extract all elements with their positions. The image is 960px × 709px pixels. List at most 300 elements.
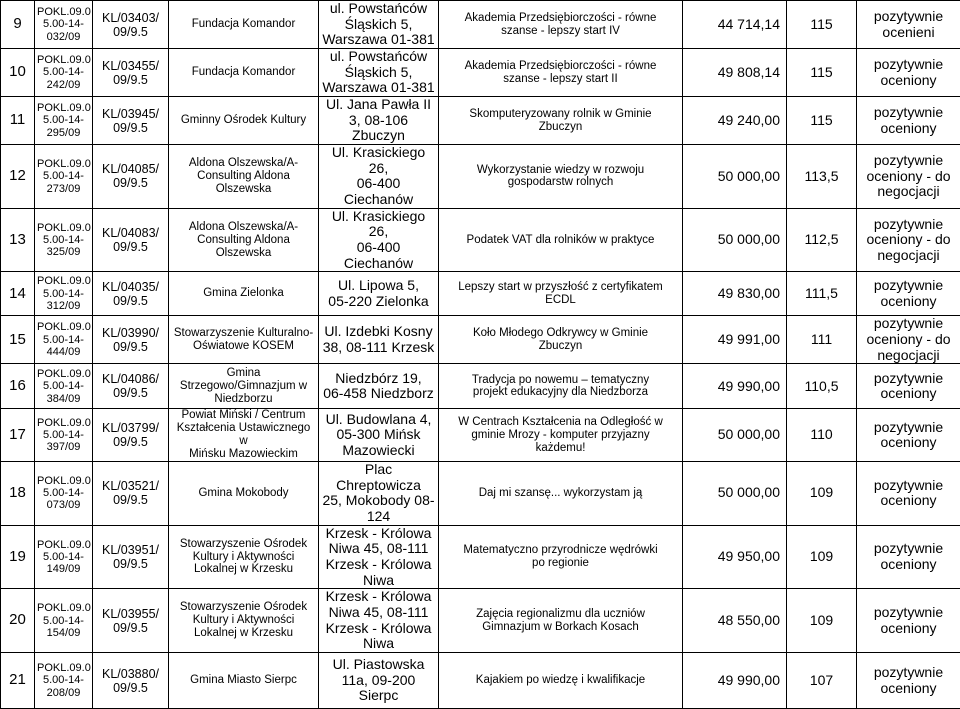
applicant-address-line: Niwa bbox=[321, 573, 436, 589]
applicant-address-line: Ul. Izdebki Kosny bbox=[321, 324, 436, 340]
project-id-line: 5.00-14- bbox=[37, 487, 90, 499]
project-id-line: 295/09 bbox=[37, 127, 90, 139]
applicant-address-line: Mazowiecki bbox=[321, 443, 436, 459]
applicant-name-line: Mińsku Mazowieckim bbox=[171, 448, 316, 461]
applicant-name-cell bbox=[169, 208, 319, 272]
registration-number-line: 09/9.5 bbox=[95, 493, 166, 507]
row-number-cell: 14 bbox=[1, 272, 35, 316]
project-id-line: POKL.09.0 bbox=[37, 321, 90, 333]
points-cell: 109 bbox=[787, 525, 857, 589]
assessment-result-line: oceniony bbox=[859, 557, 958, 573]
applicant-address-cell bbox=[319, 97, 439, 145]
registration-number-cell bbox=[93, 653, 169, 709]
project-id-line: POKL.09.0 bbox=[37, 222, 90, 234]
applicant-name-cell bbox=[169, 589, 319, 653]
assessment-result-line: pozytywnie bbox=[859, 9, 958, 25]
applicant-name-line: Niedzborzu bbox=[171, 393, 316, 406]
points-cell: 110 bbox=[787, 409, 857, 462]
project-title-line: W Centrach Kształcenia na Odległość w bbox=[441, 416, 680, 429]
applicant-address-line: Ul. Jana Pawła II bbox=[321, 97, 436, 113]
table-row bbox=[1, 461, 960, 525]
registration-number-cell bbox=[93, 409, 169, 462]
applicant-address-cell bbox=[319, 145, 439, 209]
row-number-cell: 21 bbox=[1, 653, 35, 709]
applicant-address-line: Plac Chreptowicza bbox=[321, 462, 436, 493]
project-title-line: Zbuczyn bbox=[441, 121, 680, 134]
amount-cell: 49 990,00 bbox=[683, 653, 787, 709]
project-id-line: POKL.09.0 bbox=[37, 275, 90, 287]
registration-number-line: 09/9.5 bbox=[95, 73, 166, 87]
applicant-address-line: Niedzbórz 19, bbox=[321, 371, 436, 387]
table-row bbox=[1, 589, 960, 653]
project-id-cell bbox=[35, 316, 93, 364]
points-cell: 111 bbox=[787, 316, 857, 364]
assessment-result-line: negocjacji bbox=[859, 248, 958, 264]
registration-number-cell bbox=[93, 272, 169, 316]
applicant-address-line: Śląskich 5, bbox=[321, 17, 436, 33]
assessment-result-line: oceniony bbox=[859, 493, 958, 509]
assessment-result-line: pozytywnie bbox=[859, 153, 958, 169]
registration-number-line: 09/9.5 bbox=[95, 340, 166, 354]
applicant-name-line: Kultury i Aktywności bbox=[171, 551, 316, 564]
applicant-name-cell bbox=[169, 49, 319, 97]
project-title-line: Matematyczno przyrodnicze wędrówki bbox=[441, 544, 680, 557]
project-id-line: 5.00-14- bbox=[37, 674, 90, 686]
project-title-line: gospodarstw rolnych bbox=[441, 176, 680, 189]
table-row bbox=[1, 208, 960, 272]
project-id-line: POKL.09.0 bbox=[37, 539, 90, 551]
project-id-line: POKL.09.0 bbox=[37, 602, 90, 614]
registration-number-cell bbox=[93, 316, 169, 364]
applicant-name-line: Aldona Olszewska/A- bbox=[171, 221, 316, 234]
applicant-address-line: 06-400 Ciechanów bbox=[321, 240, 436, 271]
applicant-name-line: Kształcenia Ustawicznego w bbox=[171, 422, 316, 448]
assessment-result-cell bbox=[857, 461, 960, 525]
assessment-result-line: pozytywnie bbox=[859, 665, 958, 681]
project-title-cell bbox=[439, 272, 683, 316]
project-title-line: Zbuczyn bbox=[441, 340, 680, 353]
points-cell: 107 bbox=[787, 653, 857, 709]
assessment-result-cell bbox=[857, 272, 960, 316]
registration-number-line: 09/9.5 bbox=[95, 25, 166, 39]
amount-cell: 49 991,00 bbox=[683, 316, 787, 364]
project-title-line: szanse - lepszy start II bbox=[441, 73, 680, 86]
project-id-line: 242/09 bbox=[37, 79, 90, 91]
registration-number-line: 09/9.5 bbox=[95, 240, 166, 254]
table-row bbox=[1, 316, 960, 364]
amount-cell: 48 550,00 bbox=[683, 589, 787, 653]
applicant-name-line: Strzegowo/Gimnazjum w bbox=[171, 380, 316, 393]
applicant-address-line: 11a, 09-200 Sierpc bbox=[321, 673, 436, 704]
assessment-result-cell bbox=[857, 589, 960, 653]
project-title-line: po regionie bbox=[441, 557, 680, 570]
amount-cell: 50 000,00 bbox=[683, 208, 787, 272]
project-id-cell bbox=[35, 49, 93, 97]
row-number-cell: 18 bbox=[1, 461, 35, 525]
assessment-result-line: oceniony - do bbox=[859, 232, 958, 248]
assessment-result-line: oceniony bbox=[859, 386, 958, 402]
applicant-name-cell bbox=[169, 525, 319, 589]
project-id-line: POKL.09.0 bbox=[37, 102, 90, 114]
table-row bbox=[1, 1, 960, 49]
assessment-result-line: pozytywnie bbox=[859, 371, 958, 387]
applicant-name-cell bbox=[169, 316, 319, 364]
project-id-line: 5.00-14- bbox=[37, 380, 90, 392]
applicant-address-line: 06-400 Ciechanów bbox=[321, 176, 436, 207]
project-id-cell bbox=[35, 1, 93, 49]
applicant-address-line: Warszawa 01-381 bbox=[321, 32, 436, 48]
registration-number-line: KL/03799/ bbox=[95, 421, 166, 435]
project-id-line: 5.00-14- bbox=[37, 429, 90, 441]
registration-number-cell bbox=[93, 589, 169, 653]
table-row bbox=[1, 97, 960, 145]
applicant-address-cell bbox=[319, 461, 439, 525]
applicant-address-line: 3, 08-106 Zbuczyn bbox=[321, 113, 436, 144]
applicant-address-cell bbox=[319, 589, 439, 653]
project-title-line: Akademia Przedsiębiorczości - równe bbox=[441, 60, 680, 73]
assessment-result-cell bbox=[857, 525, 960, 589]
applicant-name-cell bbox=[169, 272, 319, 316]
applicant-address-cell bbox=[319, 364, 439, 409]
registration-number-line: KL/03403/ bbox=[95, 11, 166, 25]
assessment-result-line: pozytywnie bbox=[859, 217, 958, 233]
row-number-cell: 15 bbox=[1, 316, 35, 364]
applicant-address-line: Krzesk - Królowa bbox=[321, 589, 436, 605]
project-title-line: Daj mi szansę... wykorzystam ją bbox=[441, 487, 680, 500]
table-row bbox=[1, 409, 960, 462]
project-title-line: Skomputeryzowany rolnik w Gminie bbox=[441, 108, 680, 121]
applicant-address-line: Ul. Krasickiego 26, bbox=[321, 209, 436, 240]
applicant-name-line: Olszewska bbox=[171, 183, 316, 196]
registration-number-line: KL/03880/ bbox=[95, 667, 166, 681]
applicant-name-line: Lokalnej w Krzesku bbox=[171, 627, 316, 640]
applicant-name-line: Consulting Aldona bbox=[171, 170, 316, 183]
project-id-line: POKL.09.0 bbox=[37, 6, 90, 18]
applicant-address-line: Niwa bbox=[321, 636, 436, 652]
assessment-result-cell bbox=[857, 208, 960, 272]
project-title-line: Tradycja po nowemu – tematyczny bbox=[441, 374, 680, 387]
project-id-cell bbox=[35, 208, 93, 272]
applicant-name-line: Fundacja Komandor bbox=[171, 66, 316, 79]
applicant-name-line: Gmina Zielonka bbox=[171, 287, 316, 300]
applicant-address-line: ul. Powstańców bbox=[321, 1, 436, 17]
project-id-cell bbox=[35, 364, 93, 409]
amount-cell: 49 990,00 bbox=[683, 364, 787, 409]
applicant-address-cell bbox=[319, 316, 439, 364]
registration-number-line: KL/03955/ bbox=[95, 607, 166, 621]
assessment-result-cell bbox=[857, 364, 960, 409]
project-title-line: Wykorzystanie wiedzy w rozwoju bbox=[441, 164, 680, 177]
assessment-result-line: ocenieni bbox=[859, 25, 958, 41]
applicant-name-line: Gmina bbox=[171, 367, 316, 380]
assessment-result-line: oceniony bbox=[859, 621, 958, 637]
project-title-line: gminie Mrozy - komputer przyjazny bbox=[441, 429, 680, 442]
assessment-result-cell bbox=[857, 97, 960, 145]
row-number-cell: 17 bbox=[1, 409, 35, 462]
project-id-line: 384/09 bbox=[37, 393, 90, 405]
project-id-line: 073/09 bbox=[37, 499, 90, 511]
project-id-line: 149/09 bbox=[37, 563, 90, 575]
project-title-cell bbox=[439, 49, 683, 97]
applicant-address-line: Niwa 45, 08-111 bbox=[321, 541, 436, 557]
assessment-result-line: oceniony bbox=[859, 435, 958, 451]
registration-number-cell bbox=[93, 208, 169, 272]
points-cell: 110,5 bbox=[787, 364, 857, 409]
project-title-line: Zajęcia regionalizmu dla uczniów bbox=[441, 608, 680, 621]
applicant-address-line: Krzesk - Królowa bbox=[321, 621, 436, 637]
registration-number-line: KL/03945/ bbox=[95, 107, 166, 121]
row-number-cell: 11 bbox=[1, 97, 35, 145]
project-id-line: 5.00-14- bbox=[37, 18, 90, 30]
applicant-name-line: Gminny Ośrodek Kultury bbox=[171, 114, 316, 127]
applicant-address-line: Warszawa 01-381 bbox=[321, 80, 436, 96]
applicant-address-line: Ul. Piastowska bbox=[321, 657, 436, 673]
applicant-address-cell bbox=[319, 653, 439, 709]
applicant-name-line: Gmina Mokobody bbox=[171, 487, 316, 500]
assessment-result-cell bbox=[857, 1, 960, 49]
assessment-result-line: oceniony bbox=[859, 681, 958, 697]
applicant-address-line: Krzesk - Królowa bbox=[321, 526, 436, 542]
applicant-address-line: Śląskich 5, bbox=[321, 65, 436, 81]
registration-number-cell bbox=[93, 461, 169, 525]
table-body bbox=[1, 1, 960, 709]
applicant-name-line: Stowarzyszenie Ośrodek bbox=[171, 538, 316, 551]
applicant-address-line: 38, 08-111 Krzesk bbox=[321, 340, 436, 356]
project-title-cell bbox=[439, 653, 683, 709]
points-cell: 111,5 bbox=[787, 272, 857, 316]
registration-number-cell bbox=[93, 525, 169, 589]
table-row bbox=[1, 653, 960, 709]
points-cell: 113,5 bbox=[787, 145, 857, 209]
assessment-result-line: pozytywnie bbox=[859, 105, 958, 121]
applicant-address-line: Ul. Lipowa 5, bbox=[321, 278, 436, 294]
applicant-name-line: Fundacja Komandor bbox=[171, 18, 316, 31]
project-title-cell bbox=[439, 208, 683, 272]
applicant-name-line: Stowarzyszenie Kulturalno- bbox=[171, 327, 316, 340]
project-id-line: POKL.09.0 bbox=[37, 368, 90, 380]
applicant-address-cell bbox=[319, 1, 439, 49]
registration-number-cell bbox=[93, 364, 169, 409]
project-id-cell bbox=[35, 653, 93, 709]
project-id-line: 5.00-14- bbox=[37, 170, 90, 182]
row-number-cell: 20 bbox=[1, 589, 35, 653]
registration-number-cell bbox=[93, 49, 169, 97]
project-id-cell bbox=[35, 461, 93, 525]
applicant-address-line: Ul. Budowlana 4, bbox=[321, 412, 436, 428]
registration-number-cell bbox=[93, 145, 169, 209]
project-id-line: 032/09 bbox=[37, 31, 90, 43]
table-row bbox=[1, 145, 960, 209]
project-title-line: Akademia Przedsiębiorczości - równe bbox=[441, 12, 680, 25]
registration-number-cell bbox=[93, 97, 169, 145]
project-id-line: 5.00-14- bbox=[37, 615, 90, 627]
applicant-address-line: ul. Powstańców bbox=[321, 49, 436, 65]
applicant-name-cell bbox=[169, 653, 319, 709]
assessment-result-cell bbox=[857, 316, 960, 364]
applicant-address-cell bbox=[319, 49, 439, 97]
assessment-result-line: pozytywnie bbox=[859, 316, 958, 332]
registration-number-line: KL/04086/ bbox=[95, 372, 166, 386]
assessment-result-line: pozytywnie bbox=[859, 420, 958, 436]
registration-number-line: 09/9.5 bbox=[95, 621, 166, 635]
project-id-cell bbox=[35, 589, 93, 653]
applicant-address-line: 25, Mokobody 08- bbox=[321, 493, 436, 509]
project-id-line: 5.00-14- bbox=[37, 234, 90, 246]
project-id-line: POKL.09.0 bbox=[37, 54, 90, 66]
applicant-address-cell bbox=[319, 272, 439, 316]
project-title-cell bbox=[439, 145, 683, 209]
registration-number-line: 09/9.5 bbox=[95, 681, 166, 695]
project-title-cell bbox=[439, 1, 683, 49]
project-title-cell bbox=[439, 461, 683, 525]
project-id-line: 154/09 bbox=[37, 627, 90, 639]
assessment-result-cell bbox=[857, 145, 960, 209]
project-title-cell bbox=[439, 409, 683, 462]
amount-cell: 44 714,14 bbox=[683, 1, 787, 49]
registration-number-line: KL/03990/ bbox=[95, 326, 166, 340]
applicant-name-line: Stowarzyszenie Ośrodek bbox=[171, 601, 316, 614]
applicant-address-line: Krzesk - Królowa bbox=[321, 557, 436, 573]
row-number-cell: 13 bbox=[1, 208, 35, 272]
amount-cell: 49 950,00 bbox=[683, 525, 787, 589]
applicant-address-line: 124 bbox=[321, 509, 436, 525]
row-number-cell: 9 bbox=[1, 1, 35, 49]
project-title-line: Lepszy start w przyszłość z certyfikatem bbox=[441, 281, 680, 294]
assessment-result-line: pozytywnie bbox=[859, 605, 958, 621]
registration-number-line: 09/9.5 bbox=[95, 176, 166, 190]
project-id-line: 5.00-14- bbox=[37, 66, 90, 78]
assessment-result-cell bbox=[857, 49, 960, 97]
amount-cell: 49 830,00 bbox=[683, 272, 787, 316]
applicant-name-cell bbox=[169, 1, 319, 49]
registration-number-line: 09/9.5 bbox=[95, 386, 166, 400]
project-title-line: każdemu! bbox=[441, 442, 680, 455]
registration-number-line: KL/03521/ bbox=[95, 479, 166, 493]
assessment-result-line: oceniony bbox=[859, 73, 958, 89]
registration-number-line: KL/04085/ bbox=[95, 162, 166, 176]
applicant-name-line: Lokalnej w Krzesku bbox=[171, 563, 316, 576]
applicant-name-line: Aldona Olszewska/A- bbox=[171, 157, 316, 170]
applicant-address-line: 05-300 Mińsk bbox=[321, 427, 436, 443]
applicant-name-cell bbox=[169, 364, 319, 409]
table-row bbox=[1, 525, 960, 589]
project-id-line: POKL.09.0 bbox=[37, 417, 90, 429]
project-id-line: 312/09 bbox=[37, 300, 90, 312]
assessment-result-line: pozytywnie bbox=[859, 541, 958, 557]
project-title-line: ECDL bbox=[441, 294, 680, 307]
assessment-result-line: pozytywnie bbox=[859, 478, 958, 494]
project-title-line: szanse - lepszy start IV bbox=[441, 25, 680, 38]
project-id-line: POKL.09.0 bbox=[37, 158, 90, 170]
project-title-line: Koło Młodego Odkrywcy w Gminie bbox=[441, 327, 680, 340]
registration-number-line: 09/9.5 bbox=[95, 557, 166, 571]
registration-number-cell bbox=[93, 1, 169, 49]
project-id-cell bbox=[35, 525, 93, 589]
registration-number-line: KL/04035/ bbox=[95, 280, 166, 294]
applicant-address-cell bbox=[319, 409, 439, 462]
assessment-result-cell bbox=[857, 409, 960, 462]
points-cell: 115 bbox=[787, 49, 857, 97]
applicant-address-cell bbox=[319, 525, 439, 589]
assessment-result-line: negocjacji bbox=[859, 184, 958, 200]
project-title-cell bbox=[439, 589, 683, 653]
project-title-cell bbox=[439, 525, 683, 589]
project-id-line: 444/09 bbox=[37, 346, 90, 358]
project-id-line: POKL.09.0 bbox=[37, 475, 90, 487]
points-cell: 112,5 bbox=[787, 208, 857, 272]
project-title-line: Podatek VAT dla rolników w praktyce bbox=[441, 234, 680, 247]
applicant-name-cell bbox=[169, 97, 319, 145]
applicant-address-line: Niwa 45, 08-111 bbox=[321, 605, 436, 621]
registration-number-line: 09/9.5 bbox=[95, 294, 166, 308]
applicant-name-line: Oświatowe KOSEM bbox=[171, 340, 316, 353]
row-number-cell: 16 bbox=[1, 364, 35, 409]
project-id-line: 397/09 bbox=[37, 441, 90, 453]
project-title-cell bbox=[439, 97, 683, 145]
amount-cell: 50 000,00 bbox=[683, 461, 787, 525]
assessment-result-line: oceniony - do bbox=[859, 332, 958, 348]
applicant-name-cell bbox=[169, 409, 319, 462]
project-id-line: 5.00-14- bbox=[37, 114, 90, 126]
points-cell: 109 bbox=[787, 461, 857, 525]
applicant-name-cell bbox=[169, 145, 319, 209]
project-id-line: 5.00-14- bbox=[37, 288, 90, 300]
table-row bbox=[1, 272, 960, 316]
project-title-line: Gimnazjum w Borkach Kosach bbox=[441, 621, 680, 634]
assessment-result-line: negocjacji bbox=[859, 348, 958, 364]
assessment-result-line: pozytywnie bbox=[859, 278, 958, 294]
project-id-line: 208/09 bbox=[37, 687, 90, 699]
assessment-result-line: oceniony - do bbox=[859, 169, 958, 185]
points-cell: 115 bbox=[787, 97, 857, 145]
project-id-line: 273/09 bbox=[37, 183, 90, 195]
row-number-cell: 19 bbox=[1, 525, 35, 589]
amount-cell: 50 000,00 bbox=[683, 409, 787, 462]
project-id-line: POKL.09.0 bbox=[37, 662, 90, 674]
applicant-name-line: Powiat Miński / Centrum bbox=[171, 409, 316, 422]
project-id-cell bbox=[35, 409, 93, 462]
registration-number-line: KL/03455/ bbox=[95, 59, 166, 73]
project-title-line: Kajakiem po wiedzę i kwalifikacje bbox=[441, 674, 680, 687]
table-row bbox=[1, 49, 960, 97]
row-number-cell: 12 bbox=[1, 145, 35, 209]
registration-number-line: 09/9.5 bbox=[95, 121, 166, 135]
applicant-name-line: Gmina Miasto Sierpc bbox=[171, 674, 316, 687]
registration-number-line: 09/9.5 bbox=[95, 435, 166, 449]
applicant-name-line: Olszewska bbox=[171, 247, 316, 260]
assessment-result-line: oceniony bbox=[859, 294, 958, 310]
assessment-result-cell bbox=[857, 653, 960, 709]
table-row bbox=[1, 364, 960, 409]
project-id-cell bbox=[35, 145, 93, 209]
registration-number-line: KL/03951/ bbox=[95, 543, 166, 557]
registration-number-line: KL/04083/ bbox=[95, 226, 166, 240]
project-title-cell bbox=[439, 364, 683, 409]
project-id-line: 5.00-14- bbox=[37, 334, 90, 346]
row-number-cell: 10 bbox=[1, 49, 35, 97]
applicant-name-cell bbox=[169, 461, 319, 525]
points-cell: 115 bbox=[787, 1, 857, 49]
project-title-cell bbox=[439, 316, 683, 364]
applicant-address-line: Ul. Krasickiego 26, bbox=[321, 145, 436, 176]
applicant-address-line: 06-458 Niedzborz bbox=[321, 386, 436, 402]
amount-cell: 49 240,00 bbox=[683, 97, 787, 145]
applicant-address-cell bbox=[319, 208, 439, 272]
amount-cell: 49 808,14 bbox=[683, 49, 787, 97]
points-cell: 109 bbox=[787, 589, 857, 653]
project-id-cell bbox=[35, 272, 93, 316]
project-id-cell bbox=[35, 97, 93, 145]
